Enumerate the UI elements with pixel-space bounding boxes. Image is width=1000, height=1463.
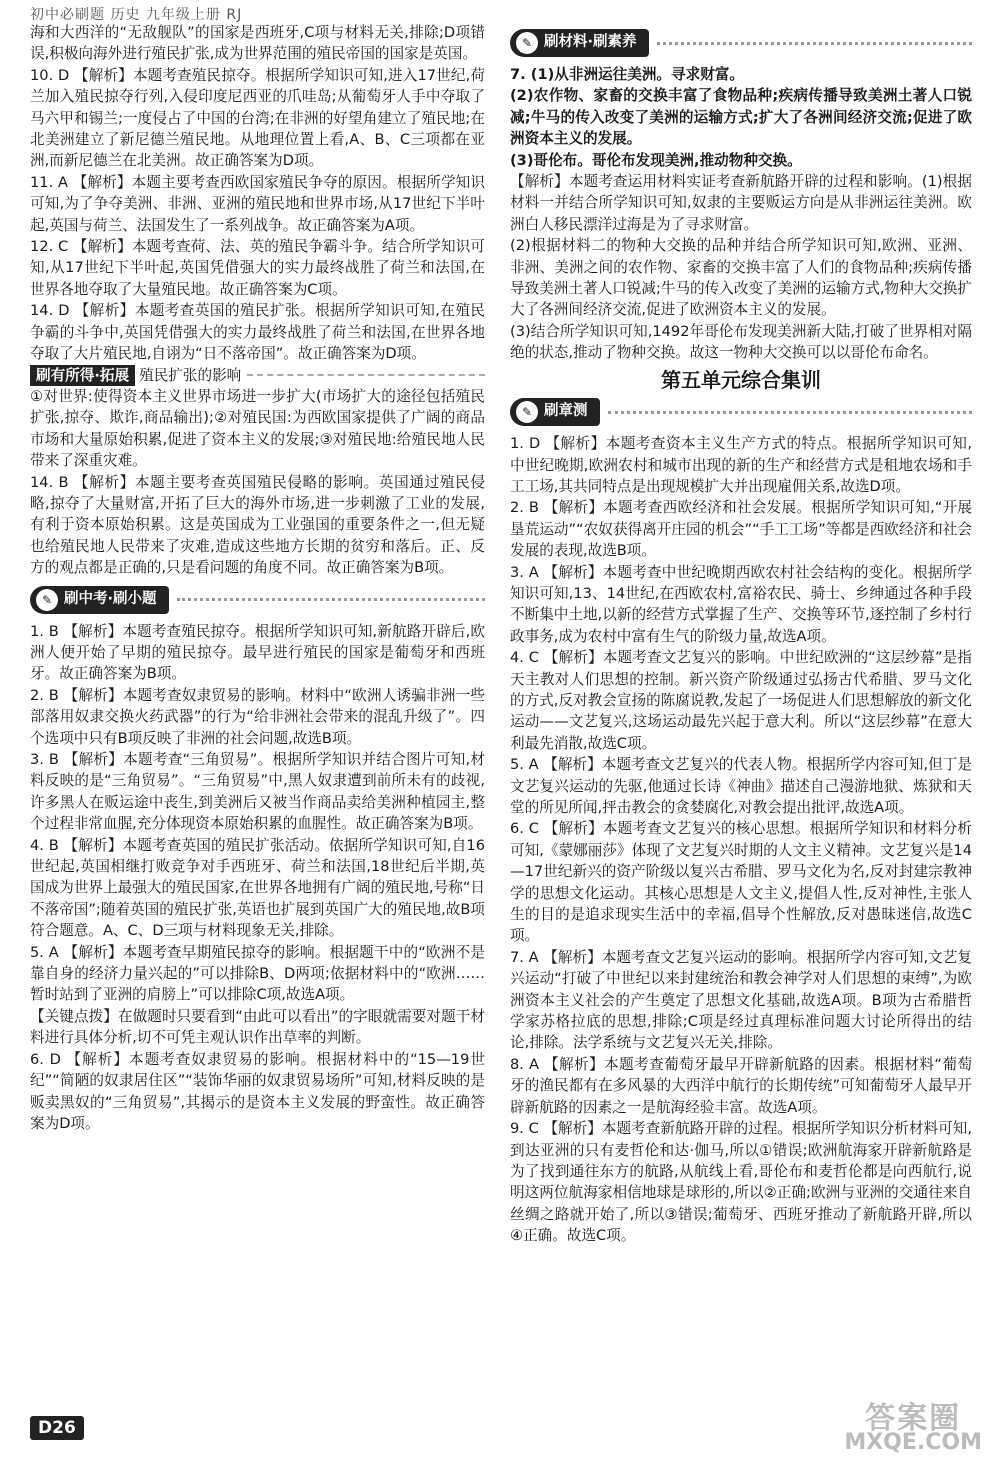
- extension-rule: [247, 374, 485, 376]
- answer-c5: 5. A 【解析】本题考查文艺复兴的代表人物。根据所学内容可知,但丁是文艺复兴运动的先驱,他通过长诗《神曲》描述自己漫游地狱、炼狱和天堂的所见所闻,抨击教会的贪婪腐化,对教会提出批评,故选A项。: [510, 756, 972, 816]
- section-banner-exam: [30, 583, 485, 617]
- answer-q11: 11. A 【解析】本题主要考查西欧国家殖民争夺的原因。根据所学知识可知,为了争夺美洲、非洲、亚洲的殖民地和世界市场,从17世纪下半叶起,英国与荷兰、法国发生了一系列战争。故正确答案为A项。: [30, 173, 485, 234]
- analysis-m7-3: (3)结合所学知识可知,1492年哥伦布发现美洲新大陆,打破了世界相对隔绝的状态,推动了物种交换。故这一物种大交换可以以哥伦布命名。: [510, 322, 972, 362]
- answer-q14b: 14. B 【解析】本题主要考查英国殖民侵略的影响。英国通过殖民侵略,掠夺了大量财富,开拓了巨大的海外市场,进一步刺激了工业的发展,有利于资本原始积累。这是英国成为工业强国的重要条件之一,但无疑也给殖民地人民带来了灾难,造成这些地方长期的贫穷和落后。正、反方的观点都是正确的,只是看问题的角度不同。故正确答案为B项。: [30, 473, 485, 577]
- unit-title: 第五单元综合集训: [661, 367, 821, 392]
- watermark-url: MXQE.COM: [844, 1430, 982, 1455]
- page-number: D26: [30, 1416, 84, 1440]
- answer-m7-part2: (2)农作物、家畜的交换丰富了食物品种;疾病传播导致美洲土著人口锐减;牛马的传入改变了美洲的运输方式;扩大了各洲间经济交流;促进了欧洲资本主义的发展。: [510, 87, 972, 148]
- answer-c7: 7. A 【解析】本题考查文艺复兴运动的影响。根据所学内容可知,文艺复兴运动“打破了中世纪以来封建统治和教会神学对人们思想的束缚”,为欧洲资本主义社会的产生奠定了思想文化基础,故选A项。B项为古希腊哲学家苏格拉底的思想,排除;C项是经过真理标准问题大讨论所得出的结论,排除。法学系统与文艺复兴无关,排除。: [510, 948, 972, 1052]
- answer-c3: 3. A 【解析】本题考查中世纪晚期西欧农村社会结构的变化。根据所学知识可知,13、14世纪,在西欧农村,富裕农民、骑士、乡绅通过各种手段不断集中土地,以新的经营方式掌握了生产、交换等环节,逐控制了乡村行政事务,成为农村中富有生气的阶级力量,故选A项。: [510, 563, 972, 645]
- answer-z1: 1. B 【解析】本题考查殖民掠夺。根据所学知识可知,新航路开辟后,欧洲人便开始了早期的殖民掠夺。最早进行殖民的国家是葡萄牙和西班牙。故正确答案为B项。: [30, 622, 485, 683]
- watermark-title: 答案圈: [865, 1401, 962, 1436]
- section-banner-material: [510, 26, 972, 60]
- answer-m7-part1: 7. (1)从非洲运往美洲。寻求财富。: [510, 66, 744, 83]
- answer-c4: 4. C 【解析】本题考查文艺复兴的影响。中世纪欧洲的“这层纱幕”是指天主教对人们思想的控制。新兴资产阶级通过弘扬古代希腊、罗马文化的方式,反对教会宣扬的陈腐说教,发起了一场促进人们思想解放的新文化运动——文艺复兴,这场运动最先兴起于意大利。所以“这层纱幕”在意大利最先消散,故选C项。: [510, 649, 972, 752]
- answer-q10: 10. D 【解析】本题考查殖民掠夺。根据所学知识可知,进入17世纪,荷兰加入殖民掠夺行列,入侵印度尼西亚的爪哇岛;从葡萄牙人手中夺取了马六甲和锡兰;一度侵占了中国的台湾;在非洲的好望角建立了殖民地;在北美洲建立了新尼德兰殖民地。从地理位置上看,A、B、C三项都在亚洲,而新尼德兰在北美洲。故正确答案为D项。: [30, 66, 485, 170]
- section-title-exam: 刷中考·刷小题: [64, 590, 157, 607]
- answer-c8: 8. A 【解析】本题考查葡萄牙最早开辟新航路的因素。根据材料“葡萄牙的渔民都有在多风暴的大西洋中航行的长期传统”可知葡萄牙人最早开辟新航路的因素之一是航海经验丰富。故选A项。: [510, 1055, 972, 1116]
- answer-z2: 2. B 【解析】本题考查奴隶贸易的影响。材料中“欧洲人诱骗非洲一些部落用奴隶交换火药武器”的行为“给非洲社会带来的混乱升级了”。四个选项中只有B项反映了非洲的社会问题,故选B项。: [30, 686, 485, 747]
- extension-title: 殖民扩张的影响: [139, 366, 242, 384]
- dotted-divider: [177, 598, 485, 601]
- answer-q14a: 14. D 【解析】本题考查英国的殖民扩张。根据所学知识可知,在殖民争霸的斗争中,英国凭借强大的实力最终战胜了荷兰和法国,在世界各地夺取了大片殖民地,自诩为“日不落帝国”。故正确答案为D项。: [30, 302, 485, 363]
- section-banner-chapter: [510, 395, 972, 429]
- answer-c1: 1. D 【解析】本题考查资本主义生产方式的特点。根据所学知识可知,中世纪晚期,欧洲农村和城市出现的新的生产和经营方式是租地农场和手工工场,其共同特点是出现规模扩大并出现雇佣关系,故选D项。: [510, 435, 972, 495]
- answer-c2: 2. B 【解析】本题考查西欧经济和社会发展。根据所学知识可知,“开展垦荒运动”“农奴获得离开庄园的机会”“手工工场”等都是西欧经济和社会发展的表现,故选B项。: [510, 499, 972, 560]
- answer-c9: 9. C 【解析】本题考查新航路开辟的过程。根据所学知识分析材料可知,到达亚洲的只有麦哲伦和达·伽马,所以①错误;欧洲航海家开辟新航路是为了找到通往东方的航路,从航线上看,哥伦布和麦哲伦都是向西航行,说明这两位航海家相信地球是球形的,所以②正确;欧洲与亚洲的交通往来自丝绸之路就开始了,所以③错误;葡萄牙、西班牙推动了新航路开辟,所以④正确。故选C项。: [510, 1120, 972, 1245]
- answer-c6: 6. C 【解析】本题考查文艺复兴的核心思想。根据所学知识和材料分析可知,《蒙娜丽莎》体现了文艺复兴时期的人文主义精神。文艺复兴是14—17世纪新兴的资产阶级以复兴古希腊、罗马文化为名,反对封建宗教神学的思想文化运动。其核心思想是人文主义,提倡人性,反对神性,主张人生的目的是追求现实生活中的幸福,倡导个性解放,反对愚昧迷信,故选C项。: [510, 820, 972, 945]
- analysis-m7-2: (2)根据材料二的物种大交换的品种并结合所学知识可知,欧洲、亚洲、非洲、美洲之间的农作物、家畜的交换丰富了人们的食物品种;疾病传播导致美洲土著人口锐减;牛马的传入改变了美洲的运输方式,物种大交换扩大了各洲间经济交流,促进了欧洲资本主义的发展。: [510, 237, 972, 319]
- answer-q12: 12. C 【解析】本题考查荷、法、英的殖民争霸斗争。结合所学知识可知,从17世纪下半叶起,英国凭借强大的实力最终战胜了荷兰和法国,在世界各地夺取了大量殖民地。故正确答案为C项。: [30, 238, 485, 298]
- dotted-divider: [608, 411, 973, 414]
- extension-tag: 刷有所得·拓展: [30, 365, 135, 386]
- right-column: [510, 22, 972, 1247]
- answer-z3: 3. B 【解析】本题考查“三角贸易”。根据所学知识并结合图片可知,材料反映的是“三角贸易”。“三角贸易”中,黑人奴隶遭到前所未有的歧视,许多黑人在贩运途中丧生,到美洲后又被当作商品卖给美洲种植园主,整个过程非常血腥,充分体现资本原始积累的血腥性。故正确答案为B项。: [30, 751, 485, 833]
- answer-continued: 海和大西洋的“无敌舰队”的国家是西班牙,C项与材料无关,排除;D项错误,积极向海外进行殖民扩张,成为世界范围的殖民帝国的国家是英国。: [30, 24, 485, 63]
- pencil-icon: ✎: [516, 401, 538, 423]
- answer-z4: 4. B 【解析】本题考查英国的殖民扩张活动。依据所学知识可知,自16世纪起,英国相继打败竞争对手西班牙、荷兰和法国,18世纪后半期,英国成为世界上最强大的殖民国家,在世界各地拥有广阔的殖民地,号称“日不落帝国”;随着英国的殖民扩张,英语也扩展到英国广大的殖民地,故B项符合题意。A、C、D三项与材料现象无关,排除。: [30, 836, 485, 940]
- pencil-icon: ✎: [516, 32, 538, 54]
- answer-z6: 6. D 【解析】本题考查奴隶贸易的影响。根据材料中的“15—19世纪”“简陋的奴隶居住区”“装饰华丽的奴隶贸易场所”可知,材料反映的是贩卖黑奴的“三角贸易”,其揭示的是资本主义发展的野蛮性。故正确答案为D项。: [30, 1050, 485, 1132]
- key-tip: 【关键点拨】在做题时只要看到“由此可以看出”的字眼就需要对题干材料进行具体分析,切不可凭主观认识作出草率的判断。: [30, 1007, 485, 1047]
- pencil-icon: ✎: [36, 589, 58, 611]
- section-title-chapter: 刷章测: [544, 403, 588, 420]
- extension-body: ①对世界:使得资本主义世界市场进一步扩大(市场扩大的途径包括殖民扩张,掠夺、欺诈,商品输出);②对殖民国:为西欧国家提供了广阔的商品市场和大量原始积累,促进了资本主义的发展;③对殖民地:给殖民地人民带来了深重灾难。: [30, 387, 485, 470]
- extension-box-header: [30, 365, 485, 386]
- section-title-material: 刷材料·刷素养: [544, 34, 637, 51]
- left-column: [30, 22, 485, 1134]
- dotted-divider: [657, 42, 972, 45]
- analysis-m7-1: 【解析】本题考查运用材料实证考查新航路开辟的过程和影响。(1)根据材料一并结合所学知识可知,奴隶的主要贩运方向是从非洲运往美洲。欧洲白人移民漂洋过海是为了寻求财富。: [510, 173, 972, 233]
- watermark: [844, 1401, 982, 1455]
- running-header: 初中必刷题 历史 九年级上册 RJ: [30, 7, 243, 23]
- answer-m7-part3: (3)哥伦布。哥伦布发现美洲,推动物种交换。: [510, 151, 802, 169]
- answer-z5: 5. A 【解析】本题考查早期殖民掠夺的影响。根据题干中的“欧洲不是靠自身的经济力量兴起的”可以排除B、D两项;依据材料中的“欧洲……暂时站到了亚洲的肩膀上”可以排除C项,故选A项。: [30, 943, 485, 1004]
